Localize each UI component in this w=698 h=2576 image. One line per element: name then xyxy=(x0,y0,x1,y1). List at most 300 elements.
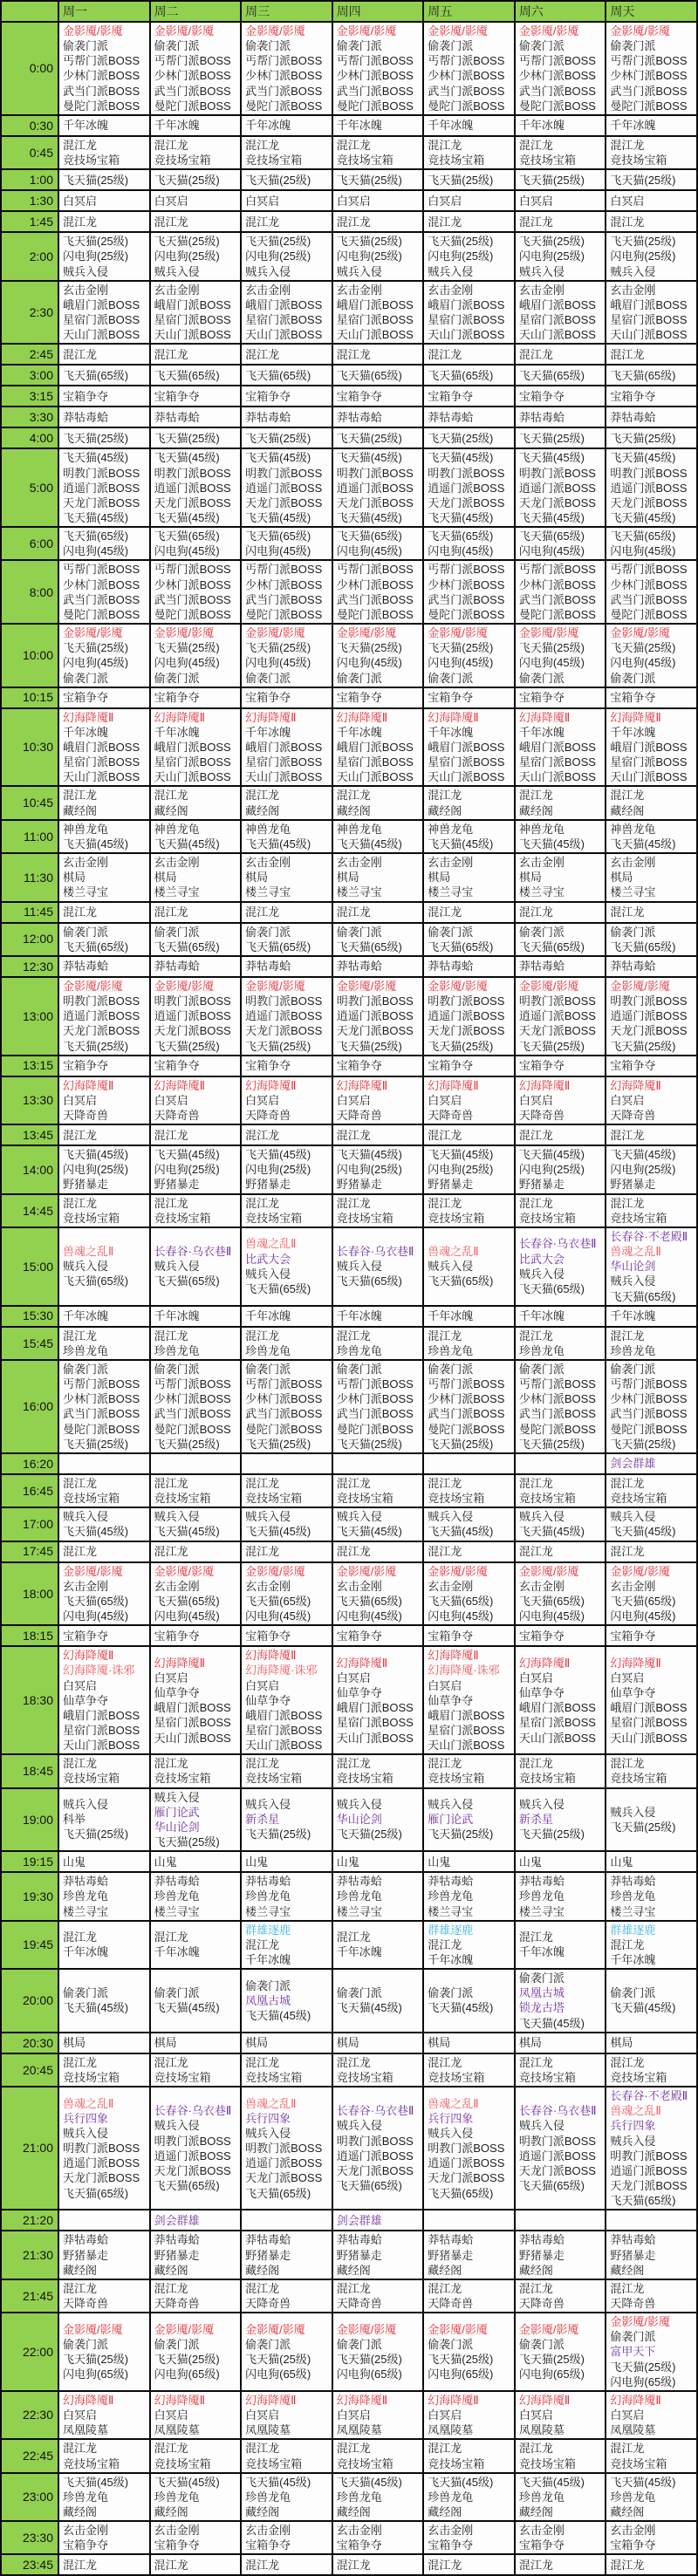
event-label: 混江龙 xyxy=(245,2442,280,2456)
schedule-cell xyxy=(150,365,242,386)
schedule-cell xyxy=(515,786,606,819)
schedule-cell xyxy=(150,1227,242,1306)
event-label: 幻海降魇Ⅱ xyxy=(154,2393,205,2407)
event-label: 飞天猫(45级) xyxy=(154,1525,220,1539)
schedule-cell xyxy=(423,136,515,169)
event-label: 白冥启 xyxy=(63,194,98,208)
day-header-2: 周二 xyxy=(150,1,242,22)
schedule-cell xyxy=(150,527,242,560)
event-label: 幻海降魇Ⅱ xyxy=(245,2393,297,2407)
schedule-row xyxy=(1,1327,697,1360)
event-label: 偷袭门派 xyxy=(336,1363,382,1376)
schedule-cell xyxy=(515,1056,606,1076)
event-label: 飞天猫(65级) xyxy=(428,530,494,543)
event-label: 飞天猫(45级) xyxy=(336,2475,402,2489)
event-label: 竞技场宝箱 xyxy=(336,2070,393,2084)
event-label: 竞技场宝箱 xyxy=(245,1772,303,1786)
event-label: 混江龙 xyxy=(428,347,462,361)
day-header-3: 周三 xyxy=(241,1,332,22)
event-label: 逍遥门派BOSS xyxy=(610,1009,688,1023)
event-label: 混江龙 xyxy=(154,1930,188,1944)
event-label: 天山门派BOSS xyxy=(63,1739,140,1753)
schedule-cell xyxy=(241,2231,332,2279)
event-label: 白冥启 xyxy=(518,1671,553,1684)
event-label: 明教门派BOSS xyxy=(610,466,688,480)
time-label: 11:30 xyxy=(1,853,58,901)
event-label: 飞天猫(65级) xyxy=(154,2179,220,2193)
event-label: 天山门派BOSS xyxy=(518,1731,596,1745)
event-label: 金影魇/影魇 xyxy=(63,2322,123,2336)
event-label: 金影魇/影魇 xyxy=(518,979,579,993)
event-label: 贼兵入侵 xyxy=(245,1510,291,1524)
time-label: 17:45 xyxy=(1,1541,58,1562)
schedule-cell xyxy=(241,786,332,819)
schedule-cell xyxy=(332,1360,424,1453)
event-label: 宝箱争夺 xyxy=(518,1629,565,1643)
schedule-cell xyxy=(241,1541,332,1562)
event-label: 凤凰古城 xyxy=(518,1986,565,2000)
event-label: 竞技场宝箱 xyxy=(518,2456,576,2470)
schedule-cell xyxy=(423,786,515,819)
event-label: 竞技场宝箱 xyxy=(245,2456,303,2470)
event-label: 飞天猫(45级) xyxy=(518,1148,585,1162)
schedule-cell xyxy=(423,281,515,345)
schedule-cell xyxy=(58,1921,150,1969)
event-label: 莽牯毒蛤 xyxy=(610,410,656,424)
schedule-cell xyxy=(606,1056,697,1076)
schedule-cell xyxy=(606,232,697,280)
schedule-cell xyxy=(515,1921,606,1969)
event-label: 宝箱争夺 xyxy=(610,1629,656,1643)
schedule-cell xyxy=(606,1145,697,1193)
event-label: 星宿门派BOSS xyxy=(518,313,596,327)
event-label: 飞天猫(65级) xyxy=(428,2186,494,2200)
event-label: 飞天猫(25级) xyxy=(63,235,129,249)
schedule-cell xyxy=(58,2473,150,2521)
event-label: 莽牯毒蛤 xyxy=(63,960,109,974)
event-label: 棋局 xyxy=(245,2036,269,2050)
event-label: 天龙门派BOSS xyxy=(245,2171,323,2185)
event-label: 混江龙 xyxy=(428,1544,462,1558)
schedule-cell xyxy=(423,977,515,1056)
event-label: 天山门派BOSS xyxy=(610,770,688,784)
schedule-cell xyxy=(606,2231,697,2279)
event-label: 宝箱争夺 xyxy=(245,389,291,403)
schedule-cell xyxy=(423,1076,515,1124)
schedule-cell xyxy=(606,1754,697,1787)
event-label: 天龙门派BOSS xyxy=(154,2163,231,2177)
schedule-cell xyxy=(150,708,242,787)
schedule-cell xyxy=(515,1227,606,1306)
schedule-cell xyxy=(423,407,515,427)
event-label: 珍兽龙龟 xyxy=(428,1889,474,1903)
schedule-cell xyxy=(150,2279,242,2313)
event-label: 飞天猫(65级) xyxy=(428,1594,494,1608)
schedule-cell xyxy=(58,1076,150,1124)
schedule-row xyxy=(1,977,697,1056)
schedule-cell xyxy=(241,1194,332,1227)
event-label: 飞天猫(25级) xyxy=(154,2353,220,2367)
event-label: 星宿门派BOSS xyxy=(154,1716,231,1730)
event-label: 莽牯毒蛤 xyxy=(518,2233,565,2247)
event-label: 千年冰魄 xyxy=(336,1945,382,1959)
schedule-cell xyxy=(515,1474,606,1507)
time-label: 23:00 xyxy=(1,2473,58,2521)
schedule-cell xyxy=(241,386,332,407)
event-label: 闪电狗(45级) xyxy=(154,656,220,670)
schedule-cell xyxy=(515,923,606,956)
event-label: 飞天猫(45级) xyxy=(245,510,311,524)
event-label: 幻海降魇Ⅱ xyxy=(518,1656,571,1670)
event-label: 飞天猫(45级) xyxy=(518,510,585,524)
schedule-row xyxy=(1,1507,697,1541)
event-label: 竞技场宝箱 xyxy=(428,2456,485,2470)
schedule-row xyxy=(1,2087,697,2210)
schedule-row xyxy=(1,1851,697,1872)
schedule-cell xyxy=(241,190,332,211)
event-label: 逍遥门派BOSS xyxy=(336,481,414,495)
schedule-cell xyxy=(150,386,242,407)
event-label: 竞技场宝箱 xyxy=(428,154,485,167)
event-label: 玄击金刚 xyxy=(154,1579,200,1593)
event-label: 竞技场宝箱 xyxy=(336,1211,393,1225)
event-label: 混江龙 xyxy=(336,1476,371,1490)
event-label: 天降奇兽 xyxy=(245,2296,291,2310)
event-label: 竞技场宝箱 xyxy=(336,1772,393,1786)
event-label: 飞天猫(45级) xyxy=(245,1148,311,1162)
time-label: 0:45 xyxy=(1,136,58,169)
event-label: 幻海降魇·诛邪 xyxy=(428,1664,500,1677)
schedule-cell xyxy=(606,344,697,365)
event-label: 飞天猫(45级) xyxy=(610,1148,676,1162)
event-label: 明教门派BOSS xyxy=(336,466,414,480)
event-label: 闪电狗(45级) xyxy=(518,656,585,670)
schedule-cell xyxy=(332,1754,424,1787)
schedule-cell xyxy=(606,2210,697,2231)
event-label: 混江龙 xyxy=(154,138,188,152)
event-label: 剑会群雄 xyxy=(610,1457,656,1471)
time-label: 13:15 xyxy=(1,1056,58,1076)
event-label: 混江龙 xyxy=(63,1329,98,1343)
schedule-cell xyxy=(606,1124,697,1145)
schedule-cell xyxy=(58,365,150,386)
event-label: 竞技场宝箱 xyxy=(63,1492,120,1506)
schedule-cell xyxy=(58,708,150,787)
schedule-cell xyxy=(515,853,606,901)
schedule-cell xyxy=(332,2554,424,2575)
event-label: 竞技场宝箱 xyxy=(428,1211,485,1225)
schedule-cell xyxy=(58,1124,150,1145)
schedule-cell xyxy=(150,1056,242,1076)
event-label: 飞天猫(45级) xyxy=(63,837,129,851)
event-label: 飞天猫(65级) xyxy=(154,530,220,543)
event-label: 飞天猫(65级) xyxy=(245,368,311,382)
event-label: 莽牯毒蛤 xyxy=(610,960,656,974)
event-label: 武当门派BOSS xyxy=(518,84,596,98)
event-label: 天龙门派BOSS xyxy=(610,2179,688,2193)
event-label: 武当门派BOSS xyxy=(610,592,688,606)
schedule-cell xyxy=(606,708,697,787)
schedule-cell xyxy=(241,1969,332,2033)
event-label: 白冥启 xyxy=(154,194,188,208)
schedule-cell xyxy=(606,2391,697,2439)
day-header-5: 周五 xyxy=(423,1,515,22)
event-label: 竞技场宝箱 xyxy=(245,1211,303,1225)
event-label: 偷袭门派 xyxy=(518,39,565,53)
event-label: 闪电狗(45级) xyxy=(428,1609,494,1623)
event-label: 混江龙 xyxy=(518,2281,553,2295)
event-label: 天龙门派BOSS xyxy=(428,1024,505,1038)
event-label: 楼兰寻宝 xyxy=(63,1904,109,1918)
event-label: 偷袭门派 xyxy=(154,925,200,939)
event-label: 明教门派BOSS xyxy=(428,994,505,1008)
schedule-cell xyxy=(58,1872,150,1920)
event-label: 藏经阁 xyxy=(245,2263,280,2277)
event-label: 白冥启 xyxy=(518,194,553,208)
event-label: 山鬼 xyxy=(518,1855,542,1869)
event-label: 千年冰魄 xyxy=(336,1309,382,1323)
time-label: 3:00 xyxy=(1,365,58,386)
schedule-cell xyxy=(332,1541,424,1562)
schedule-row xyxy=(1,365,697,386)
event-label: 飞天猫(45级) xyxy=(154,837,220,851)
schedule-cell xyxy=(515,232,606,280)
event-label: 竞技场宝箱 xyxy=(154,1492,211,1506)
event-label: 竞技场宝箱 xyxy=(245,1492,303,1506)
event-label: 飞天猫(25级) xyxy=(336,641,402,655)
event-label: 竞技场宝箱 xyxy=(336,2456,393,2470)
event-label: 飞天猫(25级) xyxy=(63,431,129,445)
event-label: 金影魇/影魇 xyxy=(428,2322,488,2336)
schedule-cell xyxy=(515,386,606,407)
event-label: 天龙门派BOSS xyxy=(428,495,505,509)
schedule-cell xyxy=(423,820,515,853)
schedule-cell xyxy=(150,232,242,280)
event-label: 星宿门派BOSS xyxy=(610,313,688,327)
event-label: 千年冰魄 xyxy=(63,1309,109,1323)
schedule-cell xyxy=(241,1921,332,1969)
event-label: 幻海降魇Ⅱ xyxy=(518,710,571,724)
event-label: 飞天猫(25级) xyxy=(518,1437,585,1451)
schedule-cell xyxy=(58,687,150,708)
schedule-cell xyxy=(515,820,606,853)
schedule-cell xyxy=(332,2439,424,2472)
event-label: 混江龙 xyxy=(428,1937,462,1951)
event-label: 宝箱争夺 xyxy=(245,1629,291,1643)
event-label: 白冥启 xyxy=(610,1093,645,1107)
event-label: 贼兵入侵 xyxy=(518,264,565,278)
event-label: 曼陀门派BOSS xyxy=(63,607,140,621)
event-label: 丐帮门派BOSS xyxy=(428,54,505,68)
event-label: 混江龙 xyxy=(518,1757,553,1771)
schedule-row xyxy=(1,1056,697,1076)
event-label: 幻海降魇Ⅱ xyxy=(336,710,388,724)
event-label: 珍兽龙龟 xyxy=(245,2490,291,2504)
event-label: 混江龙 xyxy=(63,1757,98,1771)
event-label: 莽牯毒蛤 xyxy=(336,410,382,424)
schedule-row xyxy=(1,1646,697,1754)
schedule-cell xyxy=(423,1921,515,1969)
time-label: 19:45 xyxy=(1,1921,58,1969)
event-label: 峨眉门派BOSS xyxy=(245,1708,323,1722)
event-label: 飞天猫(25级) xyxy=(63,641,129,655)
schedule-cell xyxy=(515,2279,606,2313)
event-label: 群雄逐鹿 xyxy=(610,1923,656,1937)
event-label: 飞天猫(65级) xyxy=(610,1289,676,1303)
schedule-cell xyxy=(332,624,424,687)
schedule-cell xyxy=(241,2087,332,2210)
event-label: 玄击金刚 xyxy=(428,283,474,297)
event-label: 飞天猫(65级) xyxy=(63,2186,129,2200)
event-label: 金影魇/影魇 xyxy=(518,2322,579,2336)
schedule-cell xyxy=(423,22,515,115)
event-label: 偷袭门派 xyxy=(245,1363,291,1376)
schedule-cell xyxy=(606,786,697,819)
schedule-cell xyxy=(241,136,332,169)
event-label: 丐帮门派BOSS xyxy=(245,54,323,68)
event-label: 偷袭门派 xyxy=(428,671,474,685)
time-label: 1:00 xyxy=(1,169,58,190)
event-label: 曼陀门派BOSS xyxy=(245,99,323,113)
schedule-row xyxy=(1,1474,697,1507)
event-label: 宝箱争夺 xyxy=(428,1629,474,1643)
event-label: 少林门派BOSS xyxy=(428,577,505,591)
event-label: 明教门派BOSS xyxy=(245,2142,323,2156)
event-label: 武当门派BOSS xyxy=(336,592,414,606)
event-label: 峨眉门派BOSS xyxy=(336,1701,414,1715)
event-label: 混江龙 xyxy=(336,1329,371,1343)
event-label: 少林门派BOSS xyxy=(336,577,414,591)
schedule-cell xyxy=(515,2473,606,2521)
schedule-cell xyxy=(150,624,242,687)
event-label: 闪电狗(65级) xyxy=(518,2368,585,2381)
event-label: 莽牯毒蛤 xyxy=(154,960,200,974)
schedule-cell xyxy=(332,169,424,190)
event-label: 白冥启 xyxy=(428,194,462,208)
event-label: 曼陀门派BOSS xyxy=(245,607,323,621)
time-label: 4:00 xyxy=(1,427,58,448)
event-label: 幻海降魇Ⅱ xyxy=(518,2393,571,2407)
event-label: 宝箱争夺 xyxy=(336,2538,382,2552)
event-label: 混江龙 xyxy=(336,905,371,919)
schedule-row xyxy=(1,1921,697,1969)
event-label: 白冥启 xyxy=(245,2409,280,2422)
event-label: 飞天猫(45级) xyxy=(336,1148,402,1162)
event-label: 神兽龙龟 xyxy=(336,822,382,836)
event-label: 偷袭门派 xyxy=(154,2337,200,2351)
schedule-cell xyxy=(606,281,697,345)
schedule-cell xyxy=(606,2087,697,2210)
event-label: 天山门派BOSS xyxy=(245,328,323,342)
time-label: 16:45 xyxy=(1,1474,58,1507)
schedule-cell xyxy=(241,956,332,977)
event-label: 混江龙 xyxy=(610,1757,645,1771)
event-label: 武当门派BOSS xyxy=(154,1407,231,1421)
schedule-cell xyxy=(332,136,424,169)
event-label: 珍兽龙龟 xyxy=(336,2490,382,2504)
event-label: 玄击金刚 xyxy=(63,2524,109,2538)
event-label: 混江龙 xyxy=(63,1544,98,1558)
schedule-cell xyxy=(423,2554,515,2575)
event-label: 藏经阁 xyxy=(63,803,98,817)
event-label: 天龙门派BOSS xyxy=(245,1024,323,1038)
schedule-cell xyxy=(515,1145,606,1193)
event-label: 少林门派BOSS xyxy=(154,577,231,591)
event-label: 偷袭门派 xyxy=(518,925,565,939)
schedule-row xyxy=(1,2473,697,2521)
event-label: 飞天猫(25级) xyxy=(154,431,220,445)
event-label: 丐帮门派BOSS xyxy=(245,563,323,577)
event-label: 楼兰寻宝 xyxy=(154,885,200,899)
event-label: 偷袭门派 xyxy=(518,2337,565,2351)
schedule-cell xyxy=(332,2313,424,2391)
schedule-cell xyxy=(241,1872,332,1920)
schedule-cell xyxy=(423,956,515,977)
event-label: 比武大会 xyxy=(518,1252,565,1266)
event-label: 山鬼 xyxy=(610,1855,633,1869)
event-label: 武当门派BOSS xyxy=(154,592,231,606)
schedule-cell xyxy=(58,427,150,448)
event-label: 仙草争夺 xyxy=(610,1686,656,1700)
schedule-cell xyxy=(58,923,150,956)
event-label: 野猪暴走 xyxy=(245,1178,291,1192)
event-label: 千年冰魄 xyxy=(610,1953,656,1966)
event-label: 宝箱争夺 xyxy=(428,691,474,705)
event-label: 宝箱争夺 xyxy=(610,1059,656,1073)
event-label: 贼兵入侵 xyxy=(63,264,109,278)
event-label: 飞天猫(45级) xyxy=(154,510,220,524)
event-label: 千年冰魄 xyxy=(428,119,474,133)
event-label: 明教门派BOSS xyxy=(518,994,596,1008)
schedule-row xyxy=(1,232,697,280)
schedule-cell xyxy=(241,2279,332,2313)
event-label: 混江龙 xyxy=(428,138,462,152)
event-label: 飞天猫(65级) xyxy=(245,940,311,953)
schedule-cell xyxy=(241,344,332,365)
event-label: 飞天猫(45级) xyxy=(245,451,311,465)
event-label: 玄击金刚 xyxy=(428,856,474,870)
schedule-cell xyxy=(332,1306,424,1327)
schedule-cell xyxy=(423,2439,515,2472)
event-label: 飞天猫(25级) xyxy=(154,173,220,187)
event-label: 竞技场宝箱 xyxy=(428,1492,485,1506)
event-label: 飞天猫(65级) xyxy=(336,1594,402,1608)
schedule-row xyxy=(1,2439,697,2472)
schedule-cell xyxy=(58,169,150,190)
schedule-cell xyxy=(423,560,515,624)
event-label: 飞天猫(45级) xyxy=(428,1525,494,1539)
event-label: 偷袭门派 xyxy=(518,1363,565,1376)
schedule-cell xyxy=(58,281,150,345)
schedule-cell xyxy=(332,232,424,280)
schedule-cell xyxy=(515,2033,606,2053)
event-label: 闪电狗(65级) xyxy=(154,2368,220,2381)
event-label: 金影魇/影魇 xyxy=(518,626,579,640)
schedule-cell xyxy=(150,977,242,1056)
time-label: 11:00 xyxy=(1,820,58,853)
schedule-cell xyxy=(58,115,150,136)
event-label: 混江龙 xyxy=(610,905,645,919)
schedule-cell xyxy=(606,1851,697,1872)
event-label: 混江龙 xyxy=(518,1329,553,1343)
event-label: 飞天猫(65级) xyxy=(63,1594,129,1608)
event-label: 天降奇兽 xyxy=(610,2296,656,2310)
event-label: 竞技场宝箱 xyxy=(610,2456,667,2470)
event-label: 混江龙 xyxy=(245,1196,280,1210)
schedule-cell xyxy=(241,1788,332,1852)
event-label: 闪电狗(25级) xyxy=(428,249,494,263)
event-label: 宝箱争夺 xyxy=(154,1629,200,1643)
